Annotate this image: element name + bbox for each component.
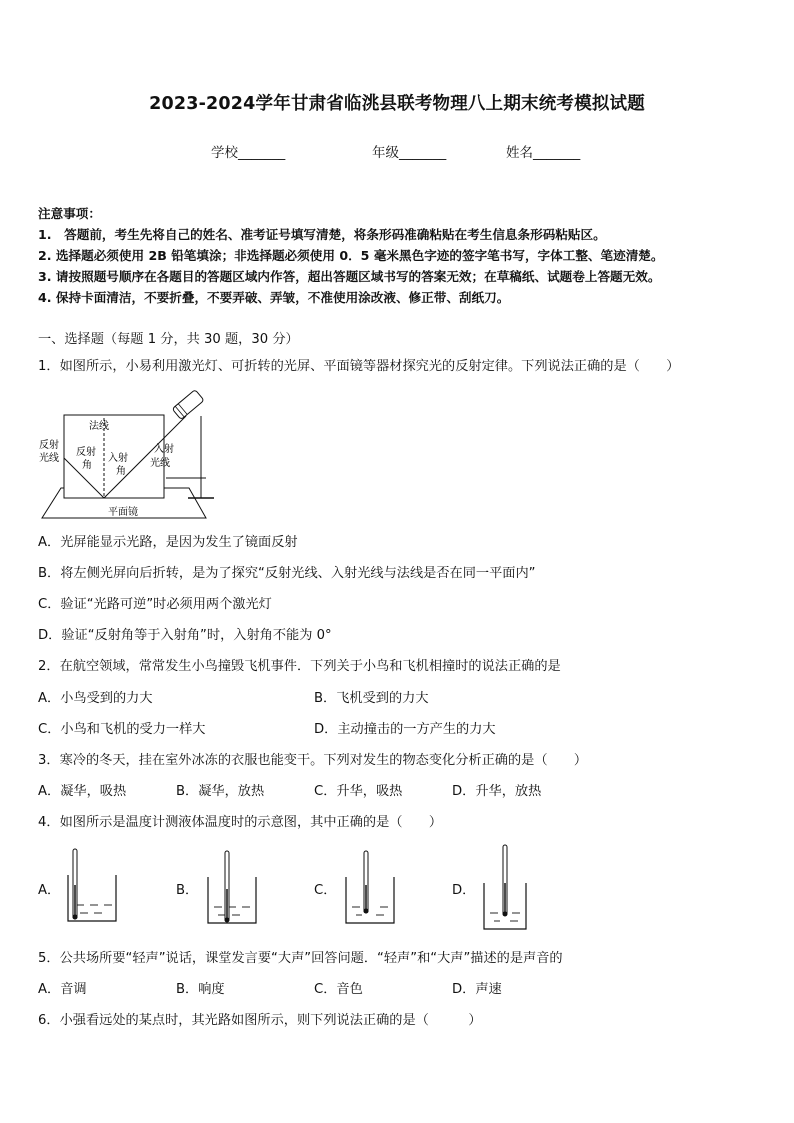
fig-incident-ray-label-2: 光线: [150, 458, 170, 469]
fig-normal-label: 法线: [89, 421, 109, 432]
fig-reflect-angle-label-1: 反射: [76, 447, 96, 458]
grade-field: 年级_______: [372, 145, 447, 161]
notice-header: 注意事项：: [38, 206, 101, 221]
q5-stem: 5．公共场所要“轻声”说话，课堂发言要“大声”回答问题．“轻声”和“大声”描述的是声音的: [38, 951, 563, 966]
q2-option-a: A．小鸟受到的力大: [38, 691, 153, 706]
q5-option-a: A．音调: [38, 982, 87, 997]
q2-stem: 2．在航空领域，常常发生小鸟撞毁飞机事件．下列关于小鸟和飞机相撞时的说法正确的是: [38, 659, 561, 674]
q2-option-b: B．飞机受到的力大: [314, 691, 429, 706]
name-field: 姓名_______: [506, 145, 581, 161]
q5-option-c: C．音色: [314, 982, 363, 997]
school-field: 学校_______: [211, 145, 286, 161]
q4-option-a-label: A．: [38, 883, 61, 898]
notice-item-3: 3. 请按照题号顺序在各题目的答题区域内作答，超出答题区域书写的答案无效；在草稿纸、试题卷上答题无效。: [38, 269, 661, 284]
q1-stem: 1．如图所示，小易利用激光灯、可折转的光屏、平面镜等器材探究光的反射定律。下列说法正确的是（ ）: [38, 359, 680, 374]
q4-option-b-label: B．: [176, 883, 199, 898]
notice-item-4: 4. 保持卡面清洁，不要折叠，不要弄破、弄皱，不准使用涂改液、修正带、刮纸刀。: [38, 290, 510, 305]
notice-item-2: 2. 选择题必须使用 2B 铅笔填涂；非选择题必须使用 0．5 毫米黑色字迹的签字笔书写，字体工整、笔迹清楚。: [38, 248, 664, 263]
fig-reflect-ray-label-1: 反射: [39, 440, 59, 451]
thermometer-beaker-b: [200, 845, 260, 927]
q4-stem: 4．如图所示是温度计测液体温度时的示意图，其中正确的是（ ）: [38, 815, 443, 830]
q6-stem: 6．小强看远处的某点时，其光路如图所示，则下列说法正确的是（ ）: [38, 1013, 482, 1028]
fig-mirror-label: 平面镜: [108, 507, 138, 518]
thermometer-beaker-a: [62, 845, 122, 927]
fig-incident-angle-label-2: 角: [116, 466, 126, 477]
q4-option-c-label: C．: [314, 883, 337, 898]
fig-reflect-angle-label-2: 角: [82, 460, 92, 471]
thermometer-beaker-c: [338, 845, 398, 927]
q5-option-b: B．响度: [176, 982, 225, 997]
section-heading: 一、选择题（每题 1 分，共 30 题，30 分）: [38, 332, 299, 347]
reflection-experiment-figure: [36, 378, 226, 523]
q1-option-d: D．验证“反射角等于入射角”时，入射角不能为 0°: [38, 628, 332, 643]
fig-incident-angle-label-1: 入射: [108, 453, 128, 464]
q1-option-c: C．验证“光路可逆”时必须用两个激光灯: [38, 597, 272, 612]
page-title: 2023-2024学年甘肃省临洮县联考物理八上期末统考模拟试题: [149, 94, 645, 114]
q4-option-d-label: D．: [452, 883, 476, 898]
q2-option-d: D．主动撞击的一方产生的力大: [314, 722, 496, 737]
q5-option-d: D．声速: [452, 982, 502, 997]
q1-option-b: B．将左侧光屏向后折转，是为了探究“反射光线、入射光线与法线是否在同一平面内”: [38, 566, 536, 581]
q3-option-d: D．升华，放热: [452, 784, 542, 799]
q1-option-a: A．光屏能显示光路，是因为发生了镜面反射: [38, 535, 298, 550]
q3-option-c: C．升华，吸热: [314, 784, 403, 799]
fig-incident-ray-label-1: 入射: [154, 444, 174, 455]
q3-stem: 3．寒冷的冬天，挂在室外冰冻的衣服也能变干。下列对发生的物态变化分析正确的是（ ）: [38, 753, 588, 768]
q2-option-c: C．小鸟和飞机的受力一样大: [38, 722, 206, 737]
notice-item-1: 1. 答题前，考生先将自己的姓名、准考证号填写清楚，将条形码准确粘贴在考生信息条形码粘贴区。: [38, 227, 606, 242]
fig-reflect-ray-label-2: 光线: [39, 453, 59, 464]
q3-option-b: B．凝华，放热: [176, 784, 265, 799]
thermometer-beaker-d: [476, 843, 536, 933]
q3-option-a: A．凝华，吸热: [38, 784, 127, 799]
